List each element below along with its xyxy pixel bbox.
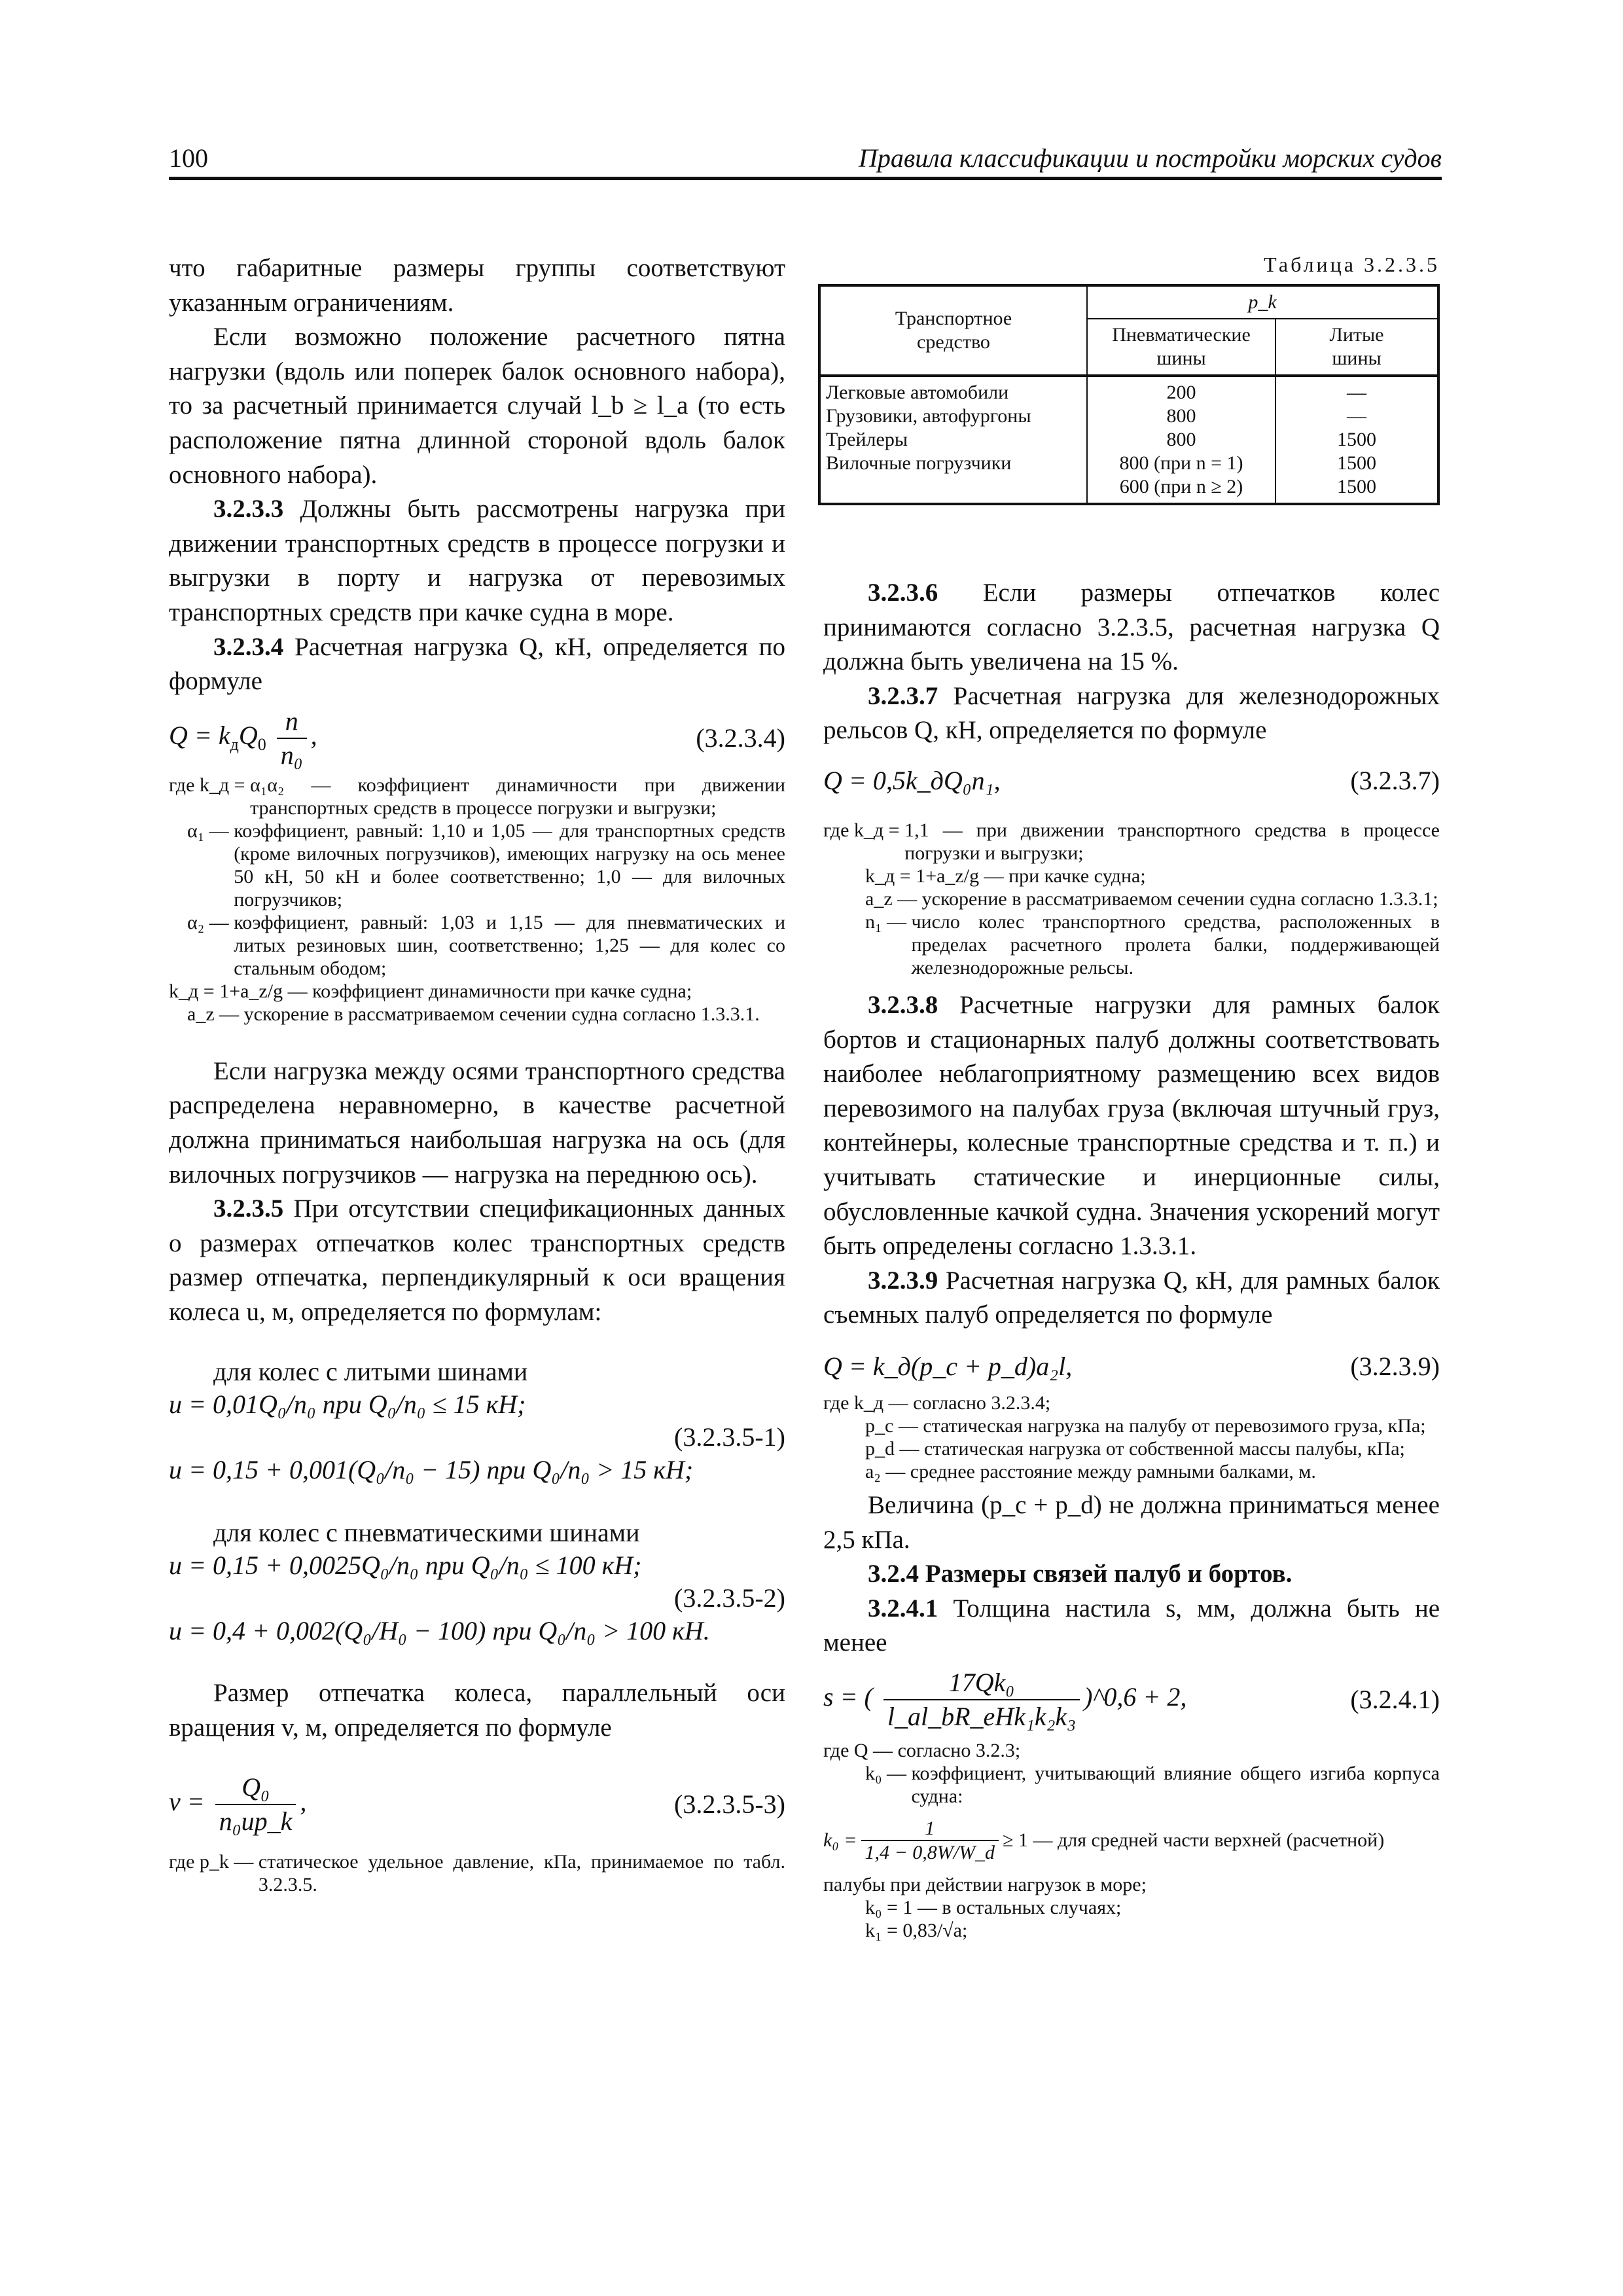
where-item: где k_д — согласно 3.2.3.4; [823, 1391, 1051, 1414]
page-header [169, 143, 1442, 179]
formula-number: (3.2.4.1) [1350, 1684, 1440, 1714]
where-item: α₁ — коэффициент, равный: 1,10 и 1,05 — для транспортных средств (кроме вилочных погрузчиков), имеющих нагрузку на ось менее 50 кН, 50 кН и более соответственно; 1,0 — для вилочных погрузчиков; [187, 819, 785, 910]
formula-expression: s = ( $\frac{\text{17Qk₀}}{\text{l\_al\_bR\_eHk₁k₂k₃}}$ )^0,6 + 2, [823, 1666, 1186, 1733]
table-cell: 800 (при n = 1) [1119, 452, 1243, 474]
left-paragraph-1: что габаритные размеры группы соответствуют указанным ограничениям. [169, 254, 785, 317]
where-item: p_c — статическая нагрузка на палубу от перевозимого груза, кПа; [865, 1414, 1426, 1437]
header-pneumatic: Пневматические шины [1087, 319, 1275, 376]
table-cell: 1500 [1337, 429, 1376, 450]
table-cell: 800 [1166, 405, 1196, 427]
section-number: 3.2.3.9 [868, 1266, 938, 1295]
formula-number: (3.2.3.4) [696, 723, 785, 753]
formula-expression: Q = k_д(p_c + p_d)a₂l, [823, 1351, 1073, 1381]
k0-other: k₀ = 1 — в остальных случаях; [865, 1896, 1122, 1918]
section-text: Расчетная нагрузка Q, кН, определяется по формуле [169, 632, 785, 696]
k1-formula: k₁ = 0,83/√a; [865, 1919, 968, 1941]
formula-expression: $Q = k_дQ_0$ $\frac{n}{\text{n₀}}$ , [169, 705, 317, 772]
where-item: p_d — статическая нагрузка от собственной массы палубы, кПа; [865, 1437, 1405, 1460]
fraction: $\frac{\text{Q₀}}{\text{n₀up\_k}}$ [215, 1771, 296, 1838]
table-cell: 800 [1166, 429, 1196, 450]
cast-values [1275, 376, 1438, 504]
section-number: 3.2.3.3 [213, 495, 284, 524]
formula-group-pneumatic [169, 1516, 785, 1647]
where-list-3-2-3-4 [169, 774, 785, 1026]
where-list-3-2-3-7 [823, 819, 1440, 979]
left-paragraph-uneven-load: Если нагрузка между осями транспортного средства распределена неравномерно, в качестве расчетной должна приниматься наибольшая нагрузка на ось (для вилочных погрузчиков — нагрузка на переднюю ось). [169, 1056, 785, 1189]
table-cell: Грузовики, автофургоны [826, 405, 1031, 427]
where-item: где Q — согласно 3.2.3; [823, 1739, 1021, 1761]
table-cell: 1500 [1337, 452, 1376, 474]
where-item: где p_k — статическое удельное давление, кПа, принимаемое по табл. 3.2.3.5. [169, 1850, 785, 1895]
table-caption: Таблица 3.2.3.5 [1264, 253, 1440, 276]
where-item: α₂ — коэффициент, равный: 1,03 и 1,15 — для пневматических и литых резиновых шин, соответственно; 1,25 — для колес со стальным ободом; [187, 911, 785, 979]
section-text: Если размеры отпечатков колес принимаются согласно 3.2.3.5, расчетная нагрузка Q должна быть увеличена на 15 %. [823, 579, 1440, 676]
table-cell: 600 (при n ≥ 2) [1119, 476, 1243, 497]
k0-continuation: палубы при действии нагрузок в море; [823, 1873, 1147, 1895]
formula-number: (3.2.3.5-3) [674, 1789, 785, 1819]
section-number: 3.2.3.5 [213, 1194, 284, 1223]
section-text: Толщина настила s, мм, должна быть не менее [823, 1594, 1440, 1657]
pneumatic-formula-2: u = 0,4 + 0,002(Q₀/H₀ − 100) при Q₀/n₀ > 100 кН. [169, 1616, 710, 1646]
k0-tail: ≥ 1 — для средней части верхней (расчетной) [1003, 1829, 1385, 1852]
cast-formula-1: u = 0,01Q₀/n₀ при Q₀/n₀ ≤ 15 кН; [169, 1390, 526, 1420]
left-column [169, 251, 785, 1896]
fraction: $\frac{n}{\text{n₀}}$ [277, 705, 307, 772]
k0-fraction: $\frac{1}{1,4 - 0,8W/W\_d}$ [861, 1817, 999, 1864]
header-pk: p_k [1087, 285, 1438, 319]
section-3-2-4-heading [823, 1557, 1440, 1592]
where-item: k_д = 1+a_z/g — при качке судна; [865, 865, 1146, 887]
pneumatic-title: для колес с пневматическими шинами [213, 1518, 640, 1548]
right-paragraph-min-load: Величина (p_c + p_d) не должна приниматься менее 2,5 кПа. [823, 1490, 1440, 1554]
table-cell: Легковые автомобили [826, 382, 1009, 403]
section-text: Расчетные нагрузки для рамных балок бортов и стационарных палуб должны соответствовать наиболее неблагоприятному размещению всех видов перевозимого на палубах груза (включая штучный груз, контейнеры, колесные транспортные средства и т. п.) и учитывать статические и инерционные силы, обусловленные качкой судна. Значения ускорений могут быть определены согласно 1.3.3.1. [823, 990, 1440, 1261]
where-item: a_z — ускорение в рассматриваемом сечении судна согласно 1.3.3.1. [187, 1003, 760, 1025]
right-column [823, 576, 1440, 1942]
where-item: n₁ — число колес транспортного средства, расположенных в пределах расчетного пролета балки, поддерживающей железнодорожные рельсы. [865, 910, 1440, 978]
header-cast: Литые шины [1275, 319, 1438, 376]
section-text: Расчетная нагрузка для железнодорожных рельсов Q, кН, определяется по формуле [823, 681, 1440, 745]
where-list-v [169, 1850, 785, 1896]
where-item: a₂ — среднее расстояние между рамными балками, м. [865, 1460, 1316, 1482]
section-text: При отсутствии спецификационных данных о размерах отпечатков колес транспортных средств размер отпечатка, перпендикулярный к оси вращения колеса u, м, определяется по формулам: [169, 1194, 785, 1326]
pneumatic-formula-number: (3.2.3.5-2) [674, 1583, 785, 1613]
fraction: $\frac{\text{17Qk₀}}{\text{l\_al\_bR\_eHk₁k₂k₃}}$ [883, 1666, 1080, 1733]
formula-number: (3.2.3.7) [1350, 765, 1440, 795]
where-item: где k_д = 1,1 — при движении транспортного средства в процессе погрузки и выгрузки; [823, 819, 1440, 864]
where-list-3-2-4-1 [823, 1739, 1440, 1808]
section-3-2-3-9 [823, 1264, 1440, 1333]
table-cell: — [1347, 382, 1366, 403]
table-cell: 1500 [1337, 476, 1376, 497]
cast-title: для колес с литыми шинами [213, 1357, 528, 1387]
formula-expression: Q = 0,5k_дQ₀n₁, [823, 765, 1001, 795]
section-number: 3.2.4 [868, 1560, 919, 1588]
section-3-2-3-4 [169, 630, 785, 699]
section-number: 3.2.3.6 [868, 579, 938, 607]
header-vehicle: Транспортное средство [819, 285, 1087, 376]
pneumatic-formula-1: u = 0,15 + 0,0025Q₀/n₀ при Q₀/n₀ ≤ 100 кН; [169, 1551, 642, 1581]
section-text: Расчетная нагрузка Q, кН, для рамных балок съемных палуб определяется по формуле [823, 1266, 1440, 1329]
section-heading: Размеры связей палуб и бортов. [925, 1560, 1293, 1588]
section-number: 3.2.4.1 [868, 1594, 938, 1623]
table-cell: 200 [1166, 382, 1196, 403]
formula-3-2-3-4 [169, 706, 785, 770]
where-list-3-2-3-9 [823, 1391, 1440, 1483]
where-item: a_z — ускорение в рассматриваемом сечении судна согласно 1.3.3.1; [865, 888, 1438, 910]
section-3-2-3-5 [169, 1192, 785, 1329]
section-3-2-3-3 [169, 492, 785, 630]
k0-lhs: k₀ = [823, 1829, 857, 1852]
section-3-2-4-1 [823, 1592, 1440, 1660]
table-cell: Вилочные погрузчики [826, 452, 1012, 474]
where-item: где k_д = α₁α₂ — коэффициент динамичности при движении транспортных средств в процессе погрузки и выгрузки; [169, 774, 785, 819]
left-paragraph-v: Размер отпечатка колеса, параллельный оси вращения v, м, определяется по формуле [169, 1679, 785, 1742]
section-3-2-3-7 [823, 679, 1440, 748]
section-3-2-3-6 [823, 576, 1440, 679]
section-number: 3.2.3.7 [868, 681, 938, 710]
formula-3-2-4-1 [823, 1667, 1440, 1732]
section-text: Должны быть рассмотрены нагрузка при движении транспортных средств в процессе погрузки и выгрузки в порту и нагрузка от перевозимых транспортных средств при качке судна в море. [169, 495, 785, 626]
k0-formula [823, 1817, 1440, 1864]
formula-expression: v = $\frac{\text{Q₀}}{\text{n₀up\_k}}$ , [169, 1771, 306, 1838]
pneumatic-values [1087, 376, 1275, 504]
formula-3-2-3-7 [823, 762, 1440, 799]
table-cell: Трейлеры [826, 429, 908, 450]
formula-3-2-3-5-3 [169, 1772, 785, 1837]
section-3-2-3-8 [823, 988, 1440, 1264]
formula-3-2-3-9 [823, 1348, 1440, 1385]
formula-number: (3.2.3.9) [1350, 1351, 1440, 1381]
section-number: 3.2.3.4 [213, 632, 284, 661]
vehicle-list [819, 376, 1087, 504]
table-cell: — [1347, 405, 1366, 427]
where-item: k_д = 1+a_z/g — коэффициент динамичности при качке судна; [169, 980, 692, 1002]
left-paragraph-2: Если возможно положение расчетного пятна нагрузки (вдоль или поперек балок основного набора), то за расчетный принимается случай l_b ≥ l_a (то есть расположение пятна длинной стороной вдоль балок основного набора). [169, 323, 785, 489]
running-title: Правила классификации и постройки морских судов [858, 143, 1442, 173]
where-item: k₀ — коэффициент, учитывающий влияние общего изгиба корпуса судна: [865, 1762, 1440, 1807]
header-rule [169, 177, 1442, 180]
cast-formula-2: u = 0,15 + 0,001(Q₀/n₀ − 15) при Q₀/n₀ > 15 кН; [169, 1455, 694, 1485]
formula-group-cast [169, 1355, 785, 1486]
cast-formula-number: (3.2.3.5-1) [674, 1422, 785, 1452]
table-3-2-3-5 [818, 284, 1440, 505]
section-number: 3.2.3.8 [868, 990, 938, 1019]
page-number: 100 [169, 143, 208, 173]
